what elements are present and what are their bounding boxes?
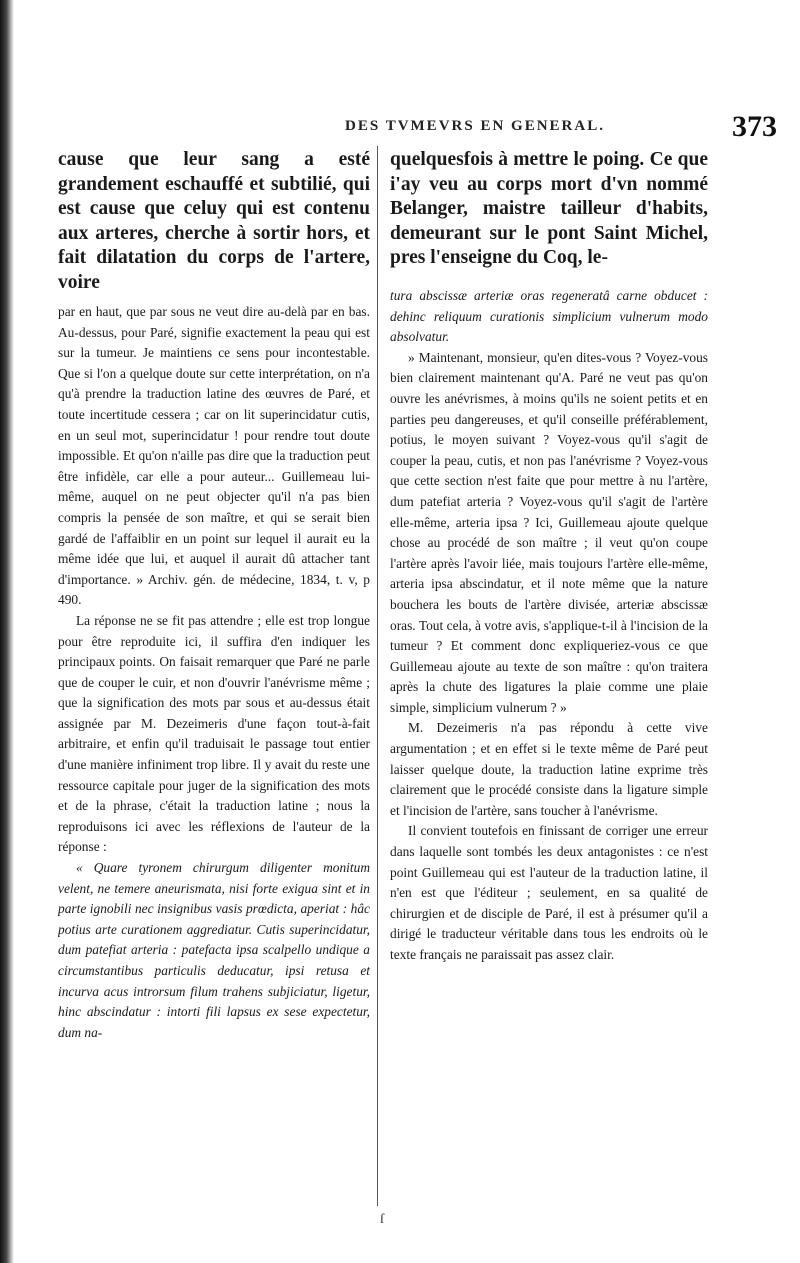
- left-notes: [58, 302, 370, 1043]
- left-note-latin-quote: « Quare tyronem chirurgum diligenter monitum velent, ne temere aneurismata, nisi forte exigua sint et in parte ignobili nec insignibus vasis prœdicta, aperiat : hâc potius arte curationem aggrediatur. Cutis superincidatur, dum patefiat arteria : patefacta ipsa scalpello undique a circumstantibus particulis deducatur, ipsi retusa et incurva acus introrsum filum trahens subjiciatur, ligetur, hinc abscindatur : intorti fili lapsus ex sese expectetur, dum na-: [58, 860, 370, 1040]
- left-main-text: cause que leur sang a esté grandement eschauffé et subtilié, qui est cause que celuy qui est contenu aux arteres, cherche à sortir hors, et fait dilatation du corps de l'artere, voire: [58, 149, 370, 293]
- right-note-latin-end: tura abscissæ arteriæ oras regeneratâ carne obducet : dehinc reliquum curationis simplicium vulnerum modo absolvatur.: [390, 288, 708, 345]
- right-notes: [390, 286, 708, 966]
- footer-mark: ſ: [380, 1212, 384, 1227]
- left-note-paragraph-1: par en haut, que par sous ne veut dire au-delà par en bas. Au-dessus, pour Paré, signifie exactement la peau qui est sur la tumeur. Je maintiens ce sens pour incontestable. Que si l'on a quelque doute sur cette interprétation, on n'a qu'à prendre la traduction latine des œuvres de Paré, et toute incertitude cessera ; car on lit superincidatur cutis, en un seul mot, superincidatur ! pour rendre tout doute impossible. Et qu'on n'aille pas dire que la traduction peut être infidèle, car elle a pour auteur... Guillemeau lui-même, auquel on ne peut objecter qu'il n'a pas bien compris la pensée de son maître, et qui se serait bien gardé de l'affaiblir en un point sur lequel il aurait eu la même idée que lui, et auquel il aurait dû attacher tant d'importance. » Archiv. gén. de médecine, 1834, t. v, p 490.: [58, 304, 370, 608]
- column-divider: [377, 146, 378, 1206]
- page-binding-edge: [0, 0, 14, 1263]
- running-header: DES TVMEVRS EN GENERAL.: [345, 118, 605, 134]
- right-column: [390, 148, 708, 1218]
- left-column: [58, 148, 370, 1208]
- right-note-paragraph-3: Il convient toutefois en finissant de corriger une erreur dans laquelle sont tombés les deux antagonistes : ce n'est point Guillemeau qui est l'auteur de la traduction latine, il n'en est que l'éditeur ; seulement, en sa qualité de chirurgien et de disciple de Paré, il est à présumer qu'il a dirigé le traducteur véritable dans tous les endroits où le texte français ne paraissait pas assez clair.: [390, 823, 708, 962]
- page-number: 373: [732, 110, 777, 143]
- right-note-paragraph-2: M. Dezeimeris n'a pas répondu à cette vive argumentation ; et en effet si le texte même de Paré peut laisser quelque doute, la traduction latine exprime très clairement que le procédé consiste dans la ligature simple et l'incision de l'artère, sans toucher à l'anévrisme.: [390, 720, 708, 818]
- right-note-paragraph-1: » Maintenant, monsieur, qu'en dites-vous ? Voyez-vous bien clairement maintenant qu'A. Paré ne veut pas qu'on ouvre les anévrismes, à moins qu'ils ne soient petits et en parties peu dangereuses, et qu'il conseille préférablement, potius, le moyen suivant ? Voyez-vous qu'il s'agit de couper la peau, cutis, et non pas l'anévrisme ? Voyez-vous que cette section n'est faite que pour mettre à nu l'artère, dum patefiat arteria ? Voyez-vous qu'il s'agit de l'artère elle-même, arteria ipsa ? Ici, Guillemeau ajoute quelque chose au procédé de son maître ; il veut qu'on coupe l'artère après l'avoir liée, mais toujours l'artère elle-même, arteria ipsa abscindatur, et il note même que la nature bouchera les bouts de l'artère divisée, arteriæ abscissæ oras. Tout cela, à votre avis, s'applique-t-il à l'incision de la tumeur ? Et comment donc expliqueriez-vous ce que Guillemeau ajoute au texte de son maître : qu'on traitera après la chute des ligatures la plaie comme une plaie simple, simplicium vulnerum ? »: [390, 349, 708, 715]
- right-main-text: quelquesfois à mettre le poing. Ce que i'ay veu au corps mort d'vn nommé Belanger, maistre tailleur d'habits, demeurant sur le pont Saint Michel, pres l'enseigne du Coq, le-: [390, 149, 708, 268]
- left-note-paragraph-2: La réponse ne se fit pas attendre ; elle est trop longue pour être reproduite ici, il suffira d'en indiquer les principaux points. On faisait remarquer que Paré ne parle que de couper le cuir, et non d'ouvrir l'anévrisme même ; que la signification des mots par sous et au-dessus était assignée par M. Dezeimeris d'une façon tout-à-fait arbitraire, et enfin qu'il traduisait le passage tout entier d'une manière infiniment trop libre. Il y avait du reste une ressource capitale pour juger de la signification des mots et de la phrase, c'était la traduction latine ; nous la reproduisons ici avec les réflexions de l'auteur de la réponse :: [58, 612, 370, 855]
